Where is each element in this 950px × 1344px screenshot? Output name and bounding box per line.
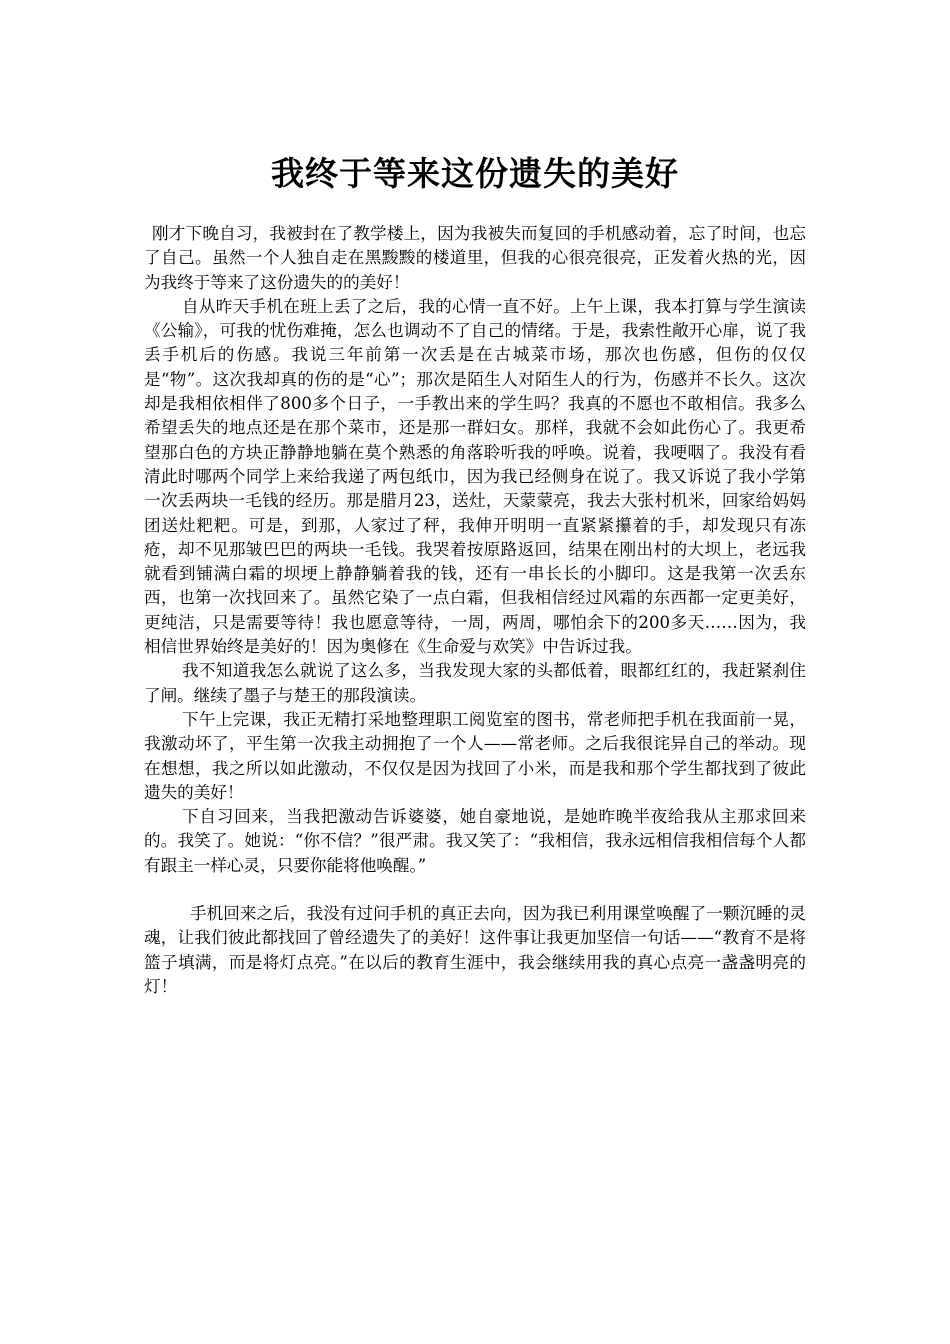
document-body [144, 222, 806, 999]
paragraph-2: 自从昨天手机在班上丢了之后，我的心情一直不好。上午上课，我本打算与学生演读《公输》，可我的忧伤难掩，怎么也调动不了自己的情绪。于是，我索性敞开心扉，说了我丢手机后的伤感。我说三年前第一次丢是在古城菜市场，那次也伤感，但伤的仅仅是“物”。这次我却真的伤的是“心”；那次是陌生人对陌生人的行为，伤感并不长久。这次却是我相依相伴了800多个日子，一手教出来的学生吗？我真的不愿也不敢相信。我多么希望丢失的地点还是在那个菜市，还是那一群妇女。那样，我就不会如此伤心了。我更希望那白色的方块正静静地躺在莫个熟悉的角落聆听我的呼唤。说着，我哽咽了。我没有看清此时哪两个同学上来给我递了两包纸巾，因为我已经侧身在说了。我又诉说了我小学第一次丢两块一毛钱的经历。那是腊月23，送灶，天蒙蒙亮，我去大张村机米，回家给妈妈团送灶粑粑。可是，到那，人家过了秤，我伸开明明一直紧紧攥着的手，却发现只有冻疮，却不见那皱巴巴的两块一毛钱。我哭着按原路返回，结果在刚出村的大坝上，老远我就看到铺满白霜的坝埂上静静躺着我的钱，还有一串长长的小脚印。这是我第一次丢东西，也第一次找回来了。虽然它染了一点白霜，但我相信经过风霜的东西都一定更美好，更纯洁，只是需要等待！我也愿意等待，一周，两周，哪怕余下的200多天……因为，我相信世界始终是美好的！因为奥修在《生命爱与欢笑》中告诉过我。 [144, 296, 806, 657]
paragraph-1: 刚才下晚自习，我被封在了教学楼上，因为我被失而复回的手机感动着，忘了时间，也忘了自己。虽然一个人独自走在黑黢黢的楼道里，但我的心很亮很亮，正发着火热的光，因为我终于等来了这份遗失的的美好！ [144, 224, 806, 292]
paragraph-6: 手机回来之后，我没有过问手机的真正去向，因为我已利用课堂唤醒了一颗沉睡的灵魂，让我们彼此都找回了曾经遗失了的美好！这件事让我更加坚信一句话——“教育不是将篮子填满，而是将灯点亮。”在以后的教育生涯中，我会继续用我的真心点亮一盏盏明亮的灯！ [144, 904, 806, 996]
document-title: 我终于等来这份遗失的美好 [271, 154, 679, 193]
paragraph-4: 下午上完课，我正无精打采地整理职工阅览室的图书，常老师把手机在我面前一晃，我激动坏了，平生第一次我主动拥抱了一个人——常老师。之后我很诧异自己的举动。现在想想，我之所以如此激动，不仅仅是因为找回了小米，而是我和那个学生都找到了彼此遗失的美好！ [144, 709, 806, 802]
paragraph-5: 下自习回来，当我把激动告诉婆婆，她自豪地说，是她昨晚半夜给我从主那求回来的。我笑了。她说：“你不信？”很严肃。我又笑了：“我相信，我永远相信我相信每个人都有跟主一样心灵，只要你能将他唤醒。” [144, 807, 806, 875]
paragraph-3: 我不知道我怎么就说了这么多，当我发现大家的头都低着，眼都红红的，我赶紧刹住了闸。继续了墨子与楚王的那段演读。 [144, 661, 806, 705]
